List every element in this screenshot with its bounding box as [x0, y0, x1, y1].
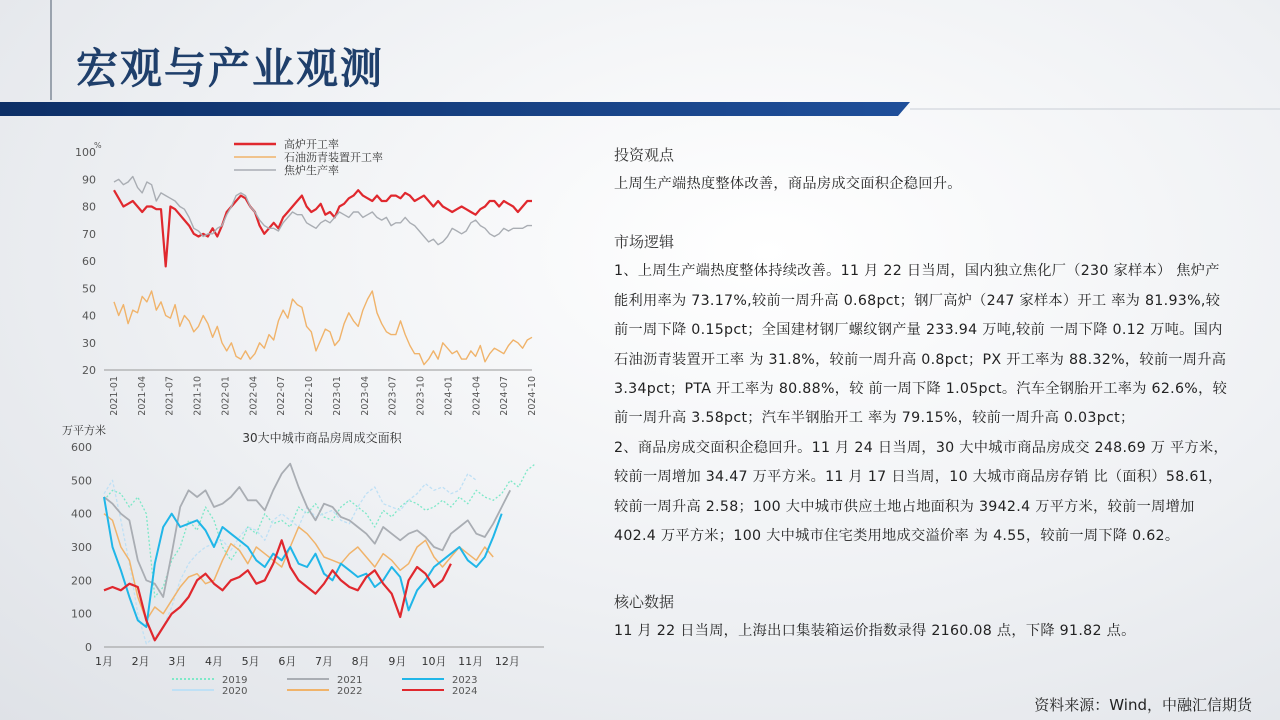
y-tick-label: 60 [82, 255, 96, 268]
header-band [0, 102, 1280, 118]
series-line [104, 464, 536, 597]
x-tick-label: 2024-10 [527, 376, 538, 416]
core-data-text: 11 月 22 日当周，上海出口集装箱运价指数录得 2160.08 点，下降 91.82 点。 [614, 623, 1136, 640]
x-tick-label: 7月 [315, 655, 333, 668]
x-tick-label: 2023-04 [359, 376, 371, 416]
housing-transaction-chart [62, 425, 562, 695]
y-tick-label: 600 [71, 441, 92, 454]
y-tick-label: 300 [71, 541, 92, 554]
y-tick-label: 70 [82, 227, 96, 241]
series-line [104, 464, 510, 597]
section-heading-investment-view: 投资观点 [614, 146, 675, 164]
x-tick-label: 2024-01 [443, 376, 455, 416]
legend-label: 高炉开工率 [284, 138, 339, 151]
y-tick-label: 0 [85, 641, 92, 654]
x-tick-label: 2023-01 [331, 376, 343, 416]
legend-label: 2019 [222, 675, 248, 686]
source-note: 资料来源：Wind，中融汇信期货 [1034, 696, 1252, 714]
x-tick-label: 3月 [168, 655, 187, 668]
header-accent-line [50, 0, 52, 100]
x-tick-label: 6月 [278, 655, 297, 668]
y-tick-label: 90 [82, 173, 96, 187]
x-tick-label: 12月 [494, 655, 520, 668]
x-tick-label: 10月 [421, 655, 447, 668]
x-tick-label: 2023-07 [387, 376, 399, 416]
x-tick-label: 2022-07 [276, 376, 288, 416]
x-tick-label: 2024-04 [471, 376, 483, 416]
y-tick-label: 20 [82, 364, 96, 377]
x-tick-label: 4月 [205, 655, 223, 668]
x-tick-label: 2021-04 [136, 376, 148, 416]
chart-title: 30大中城市商品房周成交面积 [242, 431, 402, 445]
y-tick-label: 100 [71, 607, 92, 621]
legend-label: 石油沥青装置开工率 [284, 151, 383, 164]
y-tick-label: 40 [82, 309, 96, 323]
x-tick-label: 8月 [351, 655, 370, 668]
y-tick-label: 400 [71, 507, 92, 521]
legend-label: 2024 [452, 686, 478, 697]
x-tick-label: 2022-10 [304, 376, 316, 416]
series-line [114, 291, 532, 365]
x-tick-label: 1月 [95, 655, 113, 668]
series-line [104, 474, 476, 644]
y-tick-label: 500 [71, 474, 92, 488]
y-tick-label: 100 [75, 146, 96, 159]
y-axis-title: 万平方米 [62, 424, 106, 437]
section-heading-core-data: 核心数据 [614, 593, 675, 612]
legend-label: 2023 [452, 675, 478, 686]
x-tick-label: 2024-07 [499, 376, 511, 416]
section-heading-market-logic: 市场逻辑 [614, 233, 675, 252]
legend-label: 焦炉生产率 [284, 164, 339, 177]
page-title: 宏观与产业观测 [76, 44, 385, 93]
x-tick-label: 2021-07 [164, 376, 176, 416]
x-tick-label: 2022-04 [248, 376, 260, 416]
y-unit-label: % [94, 141, 102, 150]
legend-label: 2022 [337, 686, 363, 697]
header [0, 0, 1280, 118]
legend-label: 2021 [337, 675, 363, 686]
analysis-panel [614, 140, 1234, 647]
y-tick-label: 200 [71, 574, 92, 588]
x-tick-label: 9月 [388, 655, 407, 668]
x-tick-label: 2021-01 [109, 376, 120, 416]
y-tick-label: 80 [82, 200, 96, 214]
x-tick-label: 2月 [131, 655, 150, 668]
series-line [114, 190, 532, 266]
x-tick-label: 5月 [241, 655, 260, 668]
legend-label: 2020 [222, 686, 248, 697]
x-tick-label: 2023-10 [415, 376, 427, 416]
x-tick-label: 2021-10 [192, 376, 204, 416]
y-tick-label: 30 [82, 336, 96, 350]
market-logic-paragraph-2: 2、商品房成交面积企稳回升。11 月 24 日当周，30 大中城市商品房成交 248.69 万 平方米，较前一周增加 34.47 万平方米。11 月 17 日当周，10 大城市商品房存销 比（面积）58.61，较前一周升高 2.58；100 大中城市供应土地占地面积为 3942.4 万平方米，较前一周增加 402.4 万平方米；100 大中城市住宅类用地成交溢价率 为 4.55，较前一周下降 0.62。 [614, 439, 1228, 545]
operating-rate-chart [62, 132, 538, 422]
x-tick-label: 2022-01 [220, 376, 232, 416]
y-tick-label: 50 [82, 282, 96, 296]
x-tick-label: 11月 [458, 655, 484, 668]
investment-view-text: 上周生产端热度整体改善，商品房成交面积企稳回升。 [614, 176, 962, 192]
market-logic-paragraph-1: 1、上周生产端热度整体持续改善。11 月 22 日当周，国内独立焦化厂（230 家样本） 焦炉产能利用率为 73.17%,较前一周升高 0.68pct；钢厂高炉（247 家样本）开工 率为 81.93%,较前一周下降 0.15pct；全国建材钢厂螺纹钢产量 233.94 万吨,较前 一周下降 0.12 万吨。国内石油沥青装置开工率 为 31.8%，较前一周升高 0.8pct；PX 开工率为 88.32%，较前一周升高 3.34pct；PTA 开工率为 80.88%，较 前一周下降 1.05pct。汽车全钢胎开工率为 62.6%，较前一周升高 3.58pct；汽车半钢胎开工 率为 79.15%，较前一周升高 0.03pct； [614, 263, 1228, 427]
